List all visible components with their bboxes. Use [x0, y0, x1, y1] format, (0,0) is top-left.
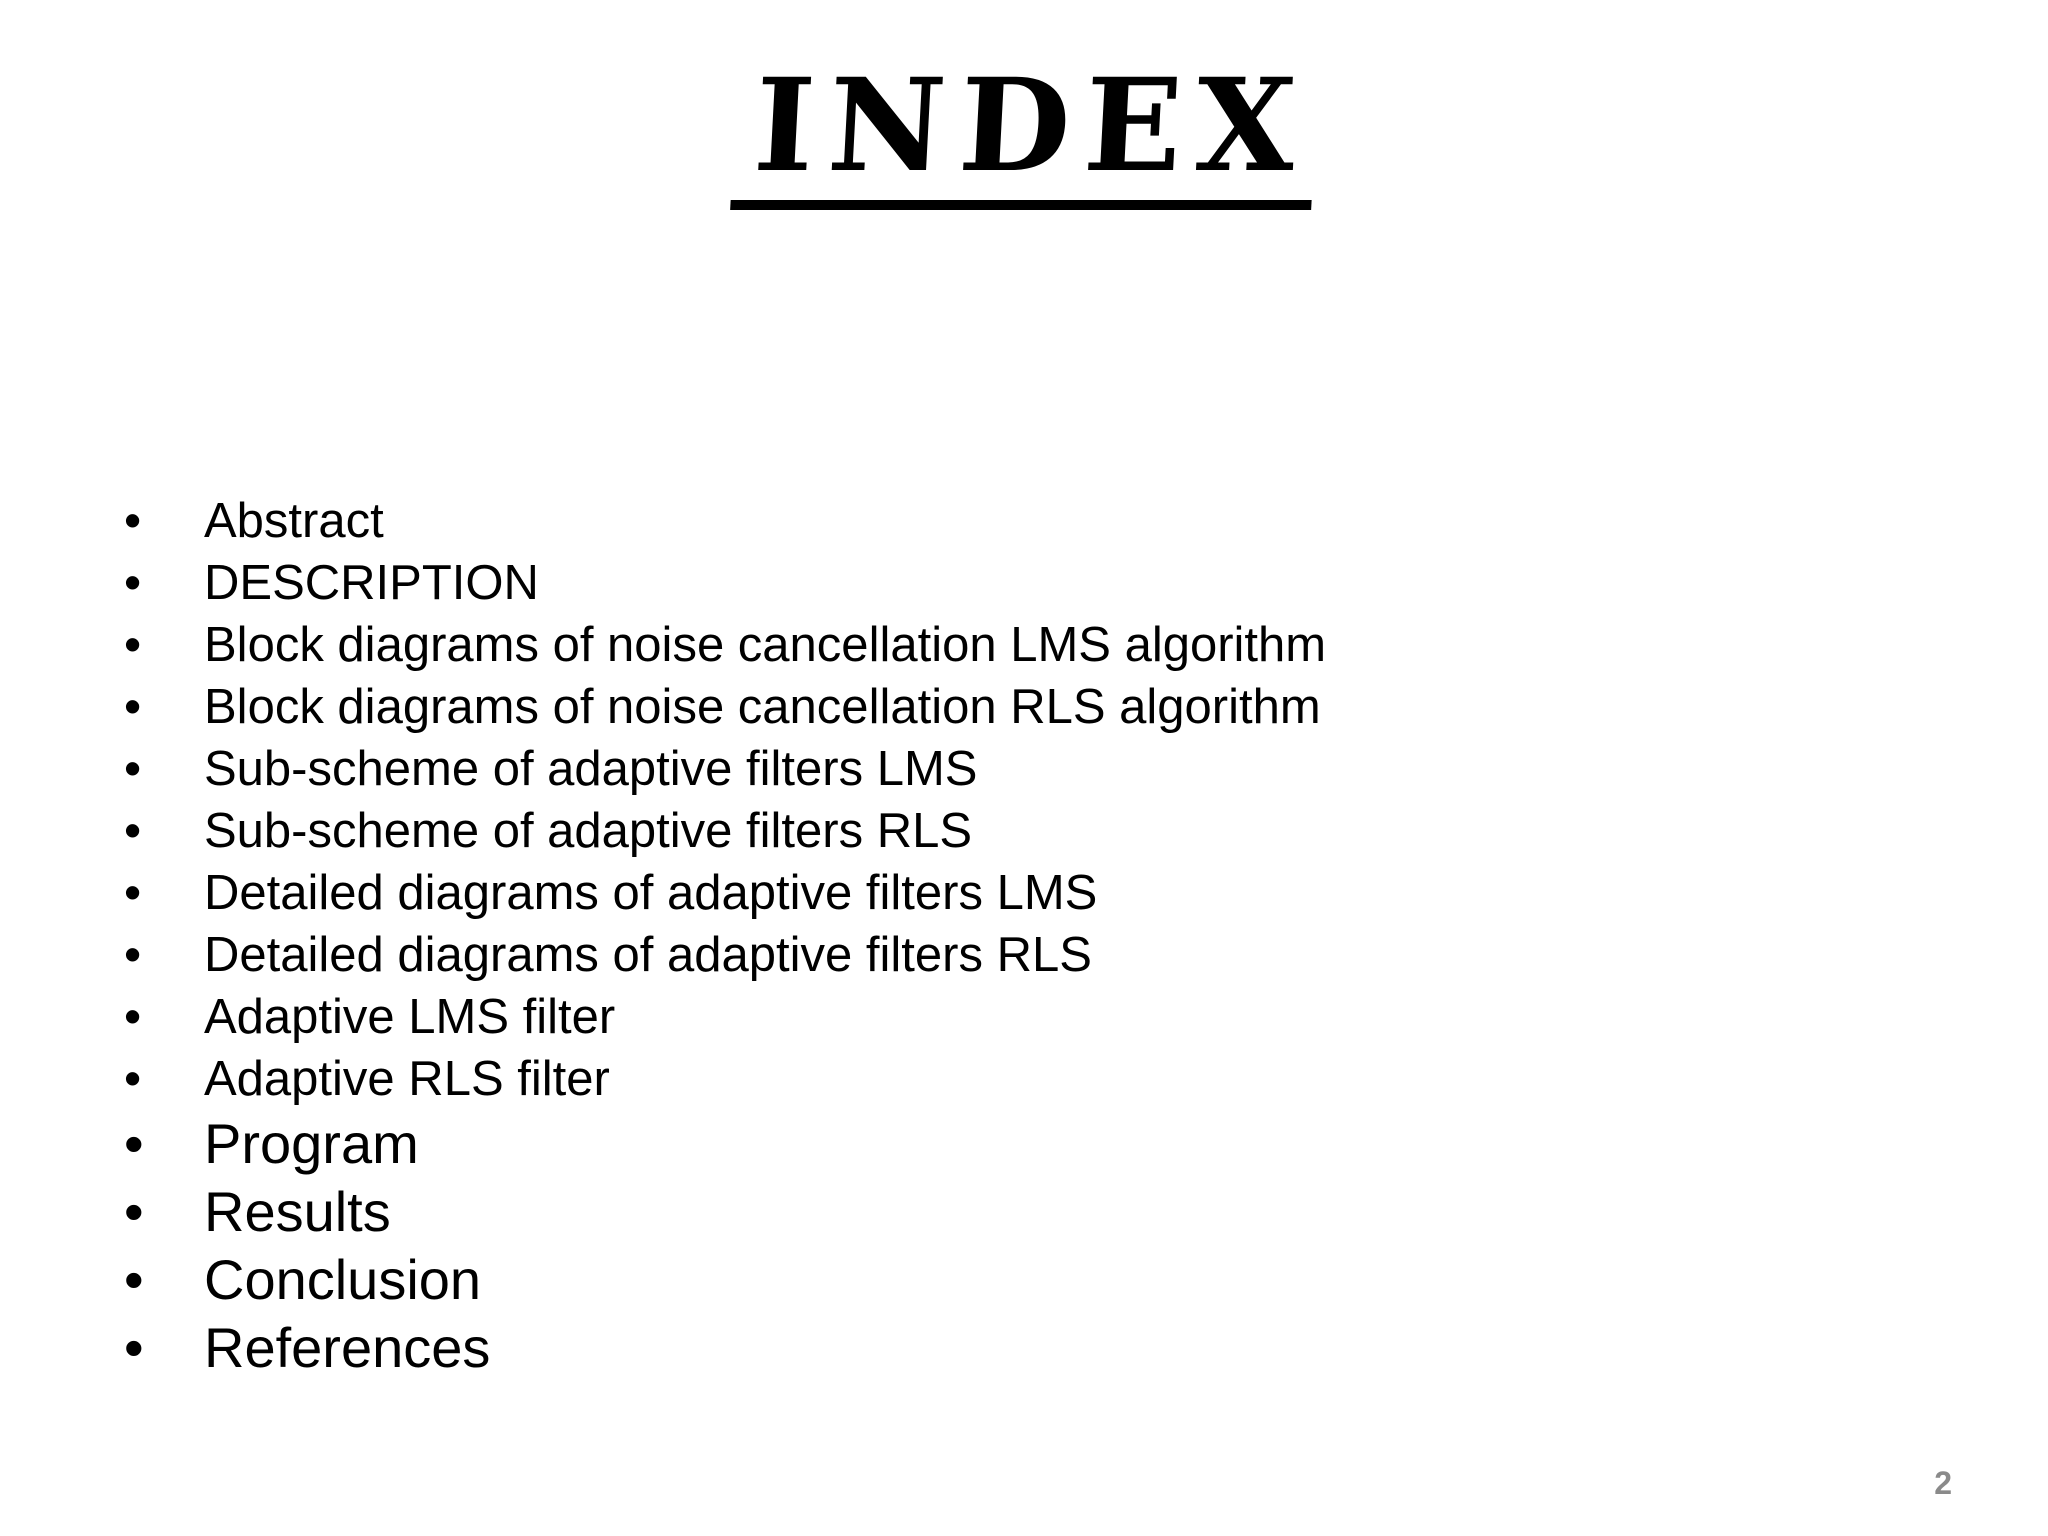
list-item: [124, 1314, 1326, 1382]
list-item-label: Block diagrams of noise cancellation LMS algorithm: [204, 618, 1327, 672]
list-item-label: Results: [204, 1180, 391, 1243]
list-item: [124, 490, 1326, 552]
list-item: [124, 738, 1326, 800]
title-container: [0, 51, 2048, 210]
list-item-label: Block diagrams of noise cancellation RLS algorithm: [204, 680, 1321, 734]
list-item: [124, 862, 1326, 924]
list-item-label: Sub-scheme of adaptive filters LMS: [204, 742, 978, 796]
list-item: [124, 1178, 1326, 1246]
list-item-label: Detailed diagrams of adaptive filters LMS: [204, 866, 1098, 920]
list-item-label: Adaptive LMS filter: [204, 990, 616, 1044]
bullet-icon: •: [124, 618, 142, 672]
list-item: [124, 1048, 1326, 1110]
bullet-icon: •: [124, 990, 142, 1044]
list-item: [124, 800, 1326, 862]
bullet-icon: •: [124, 928, 142, 982]
list-item: [124, 614, 1326, 676]
list-item: [124, 924, 1326, 986]
bullet-icon: •: [124, 1180, 144, 1243]
list-item-label: Adaptive RLS filter: [204, 1052, 610, 1106]
bullet-icon: •: [124, 680, 142, 734]
slide-title: INDEX: [730, 62, 1319, 210]
bullet-icon: •: [124, 804, 142, 858]
list-item: [124, 552, 1326, 614]
bullet-icon: •: [124, 1248, 144, 1311]
list-item-label: Program: [204, 1112, 419, 1175]
bullet-icon: •: [124, 1112, 144, 1175]
list-item: [124, 1110, 1326, 1178]
index-list: [124, 490, 1326, 1382]
list-item-label: Detailed diagrams of adaptive filters RLS: [204, 928, 1092, 982]
list-item-label: References: [204, 1316, 491, 1379]
list-item-label: Conclusion: [204, 1248, 482, 1311]
bullet-icon: •: [124, 494, 142, 548]
list-item-label: DESCRIPTION: [204, 556, 539, 610]
list-item: [124, 676, 1326, 738]
bullet-icon: •: [124, 556, 142, 610]
bullet-icon: •: [124, 1052, 142, 1106]
page-number: 2: [1934, 1465, 1952, 1501]
list-item: [124, 986, 1326, 1048]
bullet-icon: •: [124, 866, 142, 920]
list-item-label: Sub-scheme of adaptive filters RLS: [204, 804, 973, 858]
list-item-label: Abstract: [204, 494, 384, 548]
list-item: [124, 1246, 1326, 1314]
bullet-icon: •: [124, 742, 142, 796]
bullet-icon: •: [124, 1316, 144, 1379]
